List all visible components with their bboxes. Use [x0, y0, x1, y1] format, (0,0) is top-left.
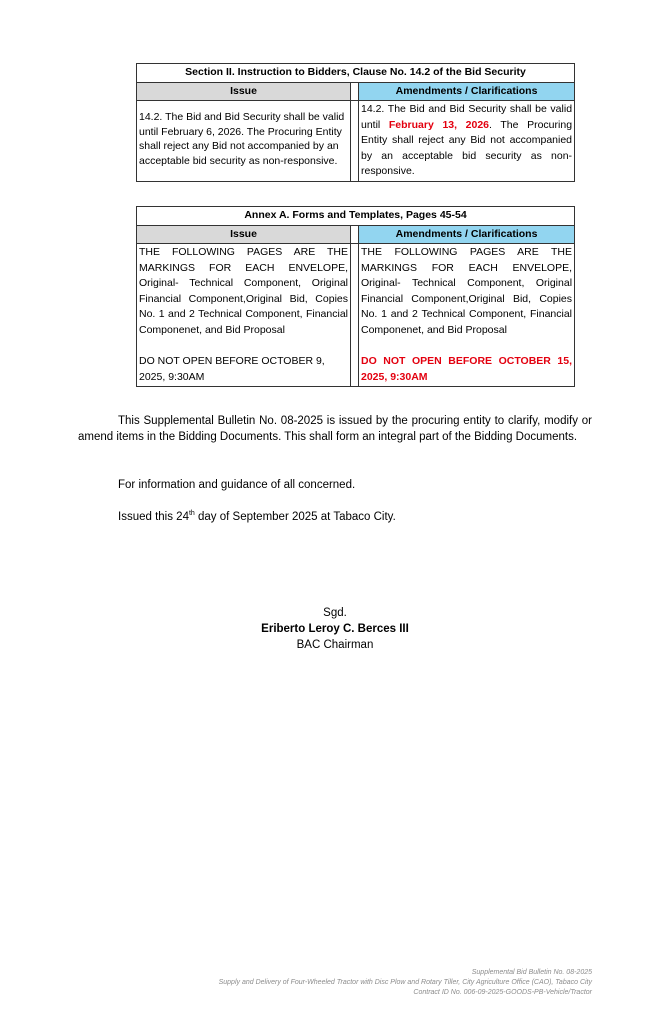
- amendments-header: Amendments / Clarifications: [359, 82, 575, 101]
- amended-date: DO NOT OPEN BEFORE OCTOBER 15, 2025, 9:30AM: [361, 355, 573, 383]
- amendment-text: THE FOLLOWING PAGES ARE THE MARKINGS FOR EACH ENVELOPE, Original- Technical Component, Original Financial Component,Original Bid, Copies No. 1 and 2 Technical Component, Financial Componenet, and Bid Proposal: [361, 246, 573, 336]
- column-gap: [351, 101, 359, 182]
- bulletin-paragraph: This Supplemental Bulletin No. 08-2025 is issued by the procuring entity to clarify, modify or amend items in the Bidding Documents. This shall form an integral part of the Bidding Documents.: [78, 415, 592, 443]
- issue-text: THE FOLLOWING PAGES ARE THE MARKINGS FOR EACH ENVELOPE, Original- Technical Component, Original Financial Component,Original Bid, Copies No. 1 and 2 Technical Component, Financial Componenet, and Bid Proposal: [139, 246, 348, 336]
- signatory-position: BAC Chairman: [296, 639, 374, 651]
- footer-contract-id: Contract ID No. 006-09-2025-GOODS-PB-Vehicle/Tractor: [413, 989, 592, 996]
- amendments-header: Amendments / Clarifications: [359, 225, 575, 244]
- forms-templates-table: [136, 206, 575, 387]
- table-title: Annex A. Forms and Templates, Pages 45-54: [137, 207, 575, 226]
- footer-bulletin-number: Supplemental Bid Bulletin No. 08-2025: [471, 969, 592, 976]
- guidance-paragraph: For information and guidance of all concerned.: [118, 479, 356, 491]
- column-gap: [351, 82, 359, 101]
- amendment-cell: [359, 101, 575, 182]
- amendment-text: . The Procuring Entity shall reject any Bid not accompanied by an acceptable bid security as non-responsive.: [361, 118, 573, 177]
- issue-cell: [137, 244, 351, 387]
- amendment-text: 14.2. The Bid and Bid Security shall be valid until: [361, 103, 573, 131]
- bid-security-table: [136, 63, 575, 182]
- issued-text: Issued this 24: [118, 511, 189, 523]
- signatory-name: Eriberto Leroy C. Berces III: [261, 623, 409, 635]
- footer-project-title: Supply and Delivery of Four-Wheeled Tractor with Disc Plow and Rotary Tiller, City Agriculture Office (CAO), Tabaco City: [218, 979, 592, 986]
- table-title: Section II. Instruction to Bidders, Clause No. 14.2 of the Bid Security: [137, 64, 575, 83]
- issue-date: DO NOT OPEN BEFORE OCTOBER 9, 2025, 9:30AM: [139, 355, 325, 383]
- issue-cell: 14.2. The Bid and Bid Security shall be valid until February 6, 2026. The Procuring Entity shall reject any Bid not accompanied by an acceptable bid security as non-responsive.: [137, 101, 351, 182]
- issue-header: Issue: [137, 225, 351, 244]
- issued-text: day of September 2025 at Tabaco City.: [194, 511, 396, 523]
- issued-paragraph: [118, 509, 592, 525]
- amended-date: February 13, 2026: [388, 118, 490, 131]
- signed-mark: Sgd.: [323, 607, 347, 619]
- amendment-cell: [359, 244, 575, 387]
- ordinal-suffix: th: [188, 510, 195, 518]
- issue-header: Issue: [137, 82, 351, 101]
- column-gap: [351, 244, 359, 387]
- column-gap: [351, 225, 359, 244]
